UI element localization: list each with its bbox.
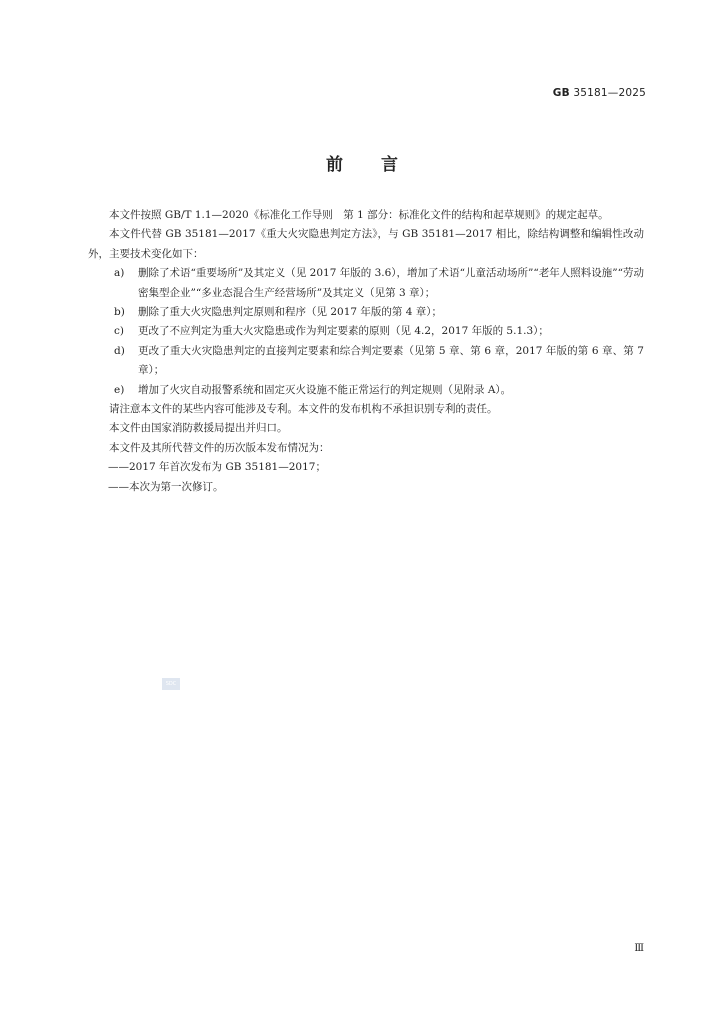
watermark-logo: SDC: [162, 678, 180, 690]
standard-code: [553, 87, 646, 99]
change-item-b: [88, 303, 644, 322]
change-marker: a): [114, 267, 125, 280]
paragraph-proposer: 本文件由国家消防救援局提出并归口。: [109, 422, 288, 435]
change-marker: b): [114, 306, 125, 319]
history-item: ——2017 年首次发布为 GB 35181—2017；: [108, 461, 326, 474]
change-item-a: [88, 264, 644, 303]
change-text: 更改了不应判定为重大火灾隐患或作为判定要素的原则（见 4.2，2017 年版的 5.1.3）；: [138, 325, 549, 338]
change-text: 更改了重大火灾隐患判定的直接判定要素和综合判定要素（见第 5 章、第 6 章，2017 年版的第 6 章、第 7 章）；: [138, 344, 644, 377]
change-item-d: [88, 342, 644, 381]
paragraph-replacement: 本文件代替 GB 35181—2017《重大火灾隐患判定方法》，与 GB 35181—2017 相比，除结构调整和编辑性改动外，主要技术变化如下：: [88, 228, 644, 260]
page-number: Ⅲ: [634, 943, 644, 954]
paragraph-patent-notice: 请注意本文件的某些内容可能涉及专利。本文件的发布机构不承担识别专利的责任。: [109, 403, 498, 416]
change-item-c: [88, 322, 644, 341]
standard-code-number: 35181—2025: [573, 87, 646, 99]
history-item: ——本次为第一次修订。: [108, 480, 224, 493]
change-marker: c): [114, 325, 124, 338]
paragraph-history-intro: 本文件及其所代替文件的历次版本发布情况为：: [109, 441, 330, 454]
change-marker: e): [114, 383, 125, 396]
change-marker: d): [114, 344, 125, 357]
change-text: 删除了重大火灾隐患判定原则和程序（见 2017 年版的第 4 章）；: [138, 306, 443, 319]
paragraph-drafting-basis: 本文件按照 GB/T 1.1—2020《标准化工作导则 第 1 部分：标准化文件的结构和起草规则》的规定起草。: [109, 209, 609, 221]
change-text: 删除了术语“重要场所”及其定义（见 2017 年版的 3.6），增加了术语“儿童活动场所”“老年人照料设施”“劳动密集型企业”“多业态混合生产经营场所”及其定义（见第 3 章）；: [138, 267, 644, 299]
page-title: 前言: [326, 155, 436, 175]
change-text: 增加了火灾自动报警系统和固定灭火设施不能正常运行的判定规则（见附录 A）。: [138, 383, 512, 396]
foreword-body: [88, 206, 644, 497]
change-item-e: [88, 381, 644, 400]
standard-code-prefix: GB: [552, 87, 570, 99]
